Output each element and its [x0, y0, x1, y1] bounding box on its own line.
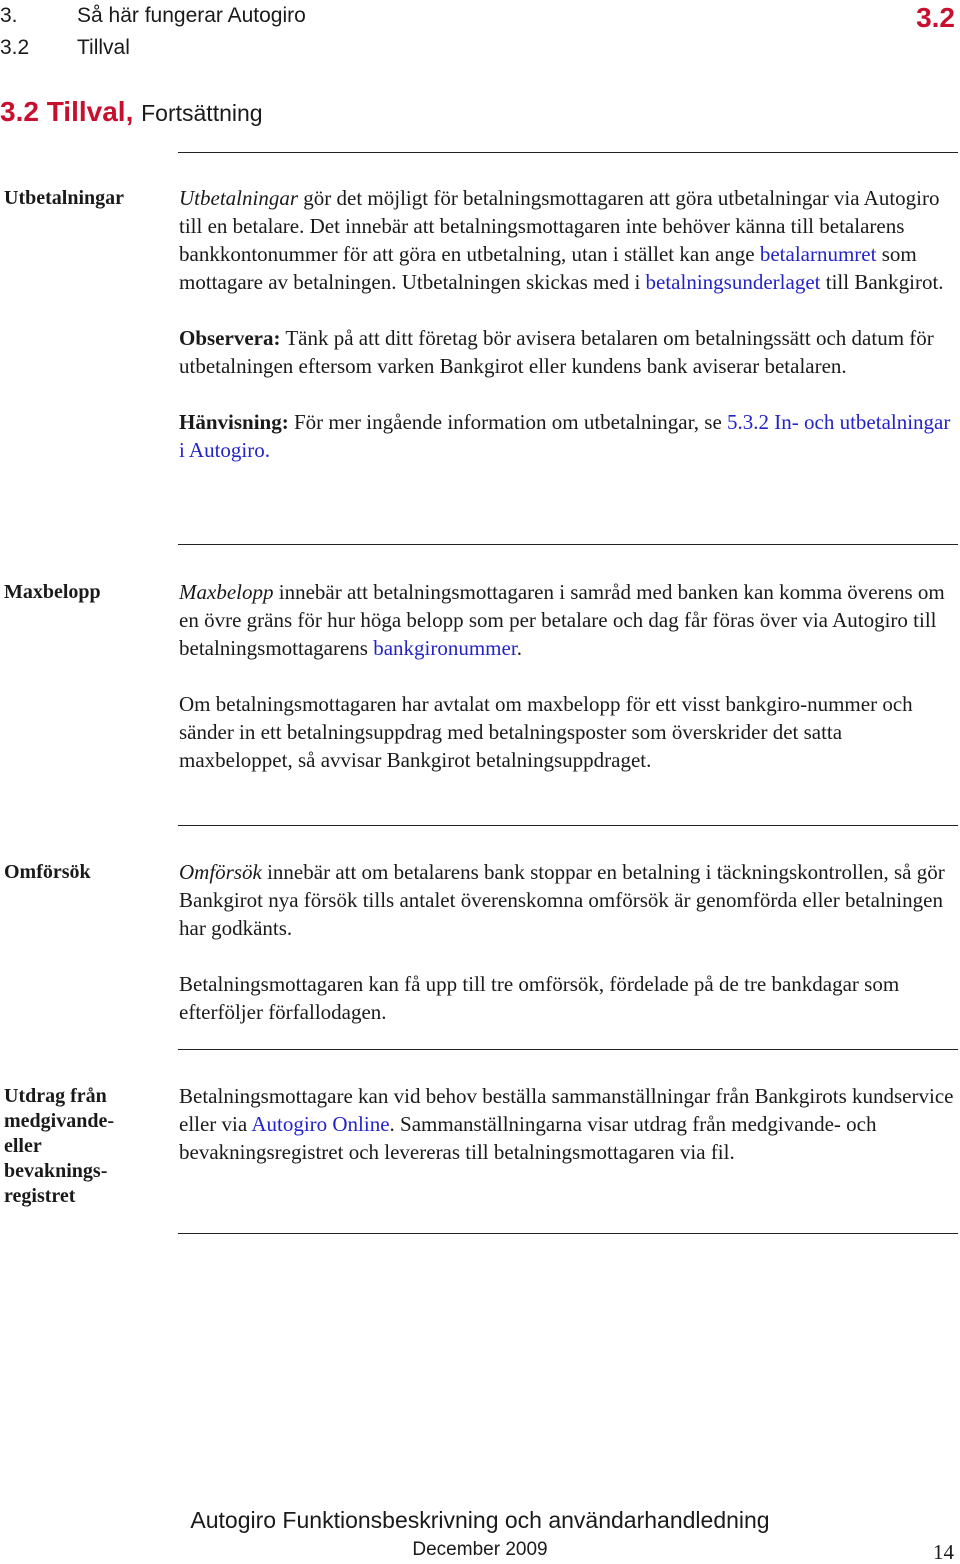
page-number: 14 — [933, 1540, 954, 1564]
reference-label: Hänvisning: — [179, 410, 289, 434]
section-body — [179, 184, 957, 492]
paragraph — [179, 858, 957, 942]
text: gör det möjligt för betalningsmottagaren att göra utbetalningar via Autogiro till en betalare. Det innebär att betalningsmottagaren inte behöver känna till betalarens bankkontonummer för att göra en utbetalning, utan i stället kan ange — [179, 186, 940, 266]
section-label: Omförsök — [4, 861, 91, 883]
section-label: Utbetalningar — [4, 187, 124, 209]
term: Maxbelopp — [179, 580, 274, 604]
link-bankgironummer[interactable]: bankgironummer — [373, 636, 517, 660]
section-body — [179, 1082, 957, 1194]
chapter-title: Så här fungerar Autogiro — [77, 4, 306, 27]
paragraph: Om betalningsmottagaren har avtalat om maxbelopp för ett visst bankgiro-nummer och sänder in ett betalningsuppdrag med betalningsposter som överskrider det satta maxbeloppet, så avvisar Bankgirot betalningsuppdraget. — [179, 692, 913, 772]
section-title: Tillval — [77, 36, 130, 59]
section-label: Maxbelopp — [4, 581, 101, 603]
text: Tänk på att ditt företag bör avisera betalaren om betalningssätt och datum för utbetalningen eftersom varken Bankgirot eller kundens bank aviserar betalaren. — [179, 326, 934, 378]
section-badge: 3.2 — [916, 2, 955, 33]
text: innebär att betalningsmottagaren i samråd med banken kan komma överens om en övre gräns för hur höga belopp som per betalare och dag får föras över via Autogiro till betalningsmottagarens — [179, 580, 945, 660]
paragraph — [179, 1082, 957, 1166]
section-label: Utdrag från medgivande- eller bevaknings- registret — [4, 1085, 114, 1207]
text: till Bankgirot. — [820, 270, 944, 294]
term: Omförsök — [179, 860, 262, 884]
text: . Sammanställningarna visar utdrag från medgivande- och bevakningsregistret och levereras till betalningsmottagaren via fil. — [179, 1112, 877, 1164]
link-reference-5-3-2[interactable]: 5.3.2 In- och utbetalningar i Autogiro. — [179, 410, 951, 462]
page-title-main: 3.2 Tillval, — [0, 96, 134, 127]
divider — [178, 544, 958, 545]
footer-title: Autogiro Funktionsbeskrivning och användarhandledning — [190, 1507, 770, 1533]
section-number: 3.2 — [0, 36, 30, 59]
term: Utbetalningar — [179, 186, 298, 210]
divider — [178, 1049, 958, 1050]
chapter-number: 3. — [0, 4, 18, 27]
link-autogiro-online[interactable]: Autogiro Online — [251, 1112, 390, 1136]
running-header — [0, 0, 306, 64]
text: För mer ingående information om utbetalningar, se — [288, 410, 728, 434]
text: innebär att om betalarens bank stoppar en betalning i täckningskontrollen, så gör Bankgirot nya försök tills antalet överenskomna omförsök är genomförda eller betalningen har godkänts. — [179, 860, 945, 940]
paragraph: Betalningsmottagaren kan få upp till tre omförsök, fördelade på de tre bankdagar som efterföljer förfallodagen. — [179, 972, 900, 1024]
note-label: Observera: — [179, 326, 281, 350]
link-betalarnumret[interactable]: betalarnumret — [759, 242, 877, 266]
link-betalningsunderlaget[interactable]: betalningsunderlaget — [645, 270, 821, 294]
header-section-row — [0, 32, 306, 64]
divider — [178, 825, 958, 826]
page-title-sub: Fortsättning — [141, 100, 263, 126]
section-body — [179, 578, 957, 802]
text: som mottagare av betalningen. Utbetalningen skickas med i — [179, 242, 917, 294]
divider — [178, 152, 958, 153]
paragraph — [179, 184, 957, 296]
text: Betalningsmottagare kan vid behov beställa sammanställningar från Bankgirots kundservice eller via — [179, 1084, 954, 1136]
paragraph — [179, 578, 957, 662]
observera-note — [179, 324, 957, 380]
page-title — [0, 93, 263, 132]
text: . — [516, 636, 522, 660]
header-chapter-row — [0, 0, 306, 32]
reference-note — [179, 408, 957, 464]
footer-date: December 2009 — [412, 1539, 548, 1560]
section-body — [179, 858, 957, 1054]
divider — [178, 1233, 958, 1234]
